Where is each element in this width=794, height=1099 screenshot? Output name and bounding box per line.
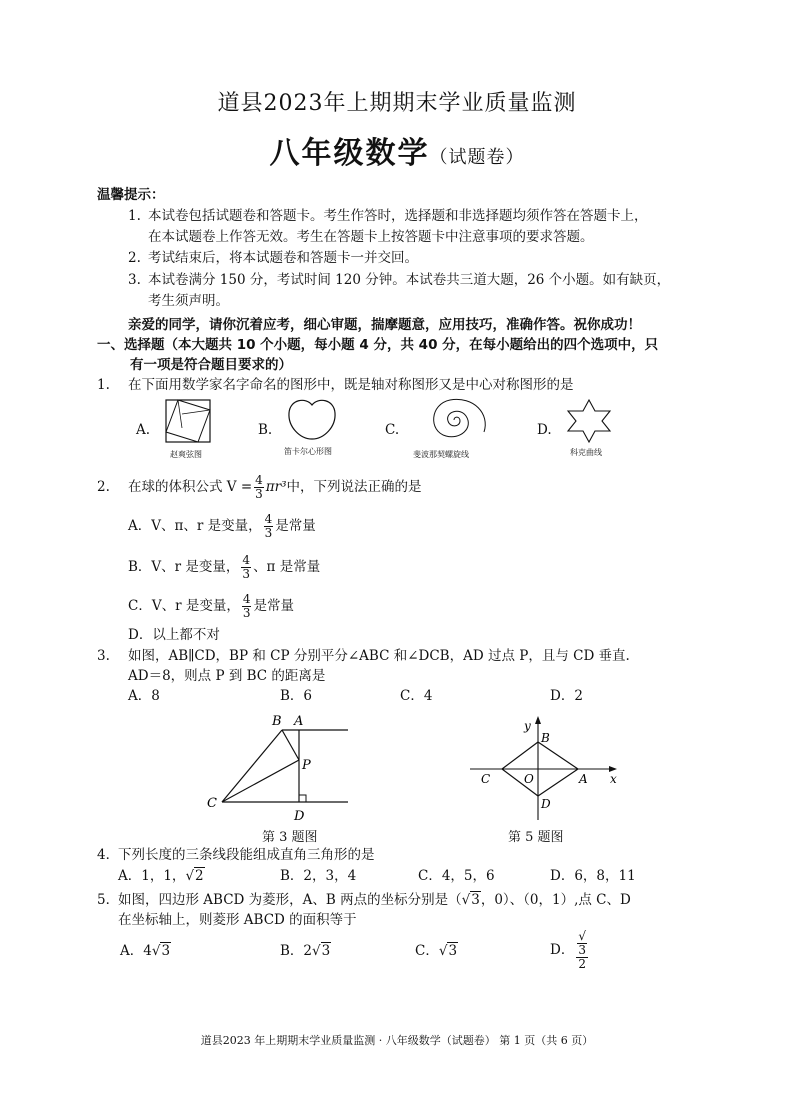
q2-number: 2. — [97, 479, 110, 495]
q2-option-a-num: 4 — [264, 512, 273, 526]
q4-number: 4． — [97, 847, 120, 863]
q1-option-a-label: A. — [136, 422, 151, 438]
q1-text: 在下面用数学家名字命名的图形中，既是轴对称图形又是中心对称图形的是 — [128, 377, 574, 393]
q5-option-b-label: B． — [280, 943, 304, 959]
q5-option-b-coef: 2 — [303, 943, 313, 959]
q2-option-b-frac — [241, 554, 251, 581]
section-heading-line2: 有一项是符合题目要求的） — [130, 357, 292, 373]
q5-line1: 如图，四边形 ABCD 为菱形，A、B 两点的坐标分别是（√3，0）、（0，1）,点 C、D — [118, 892, 631, 908]
q2-option-c-pre: V、r 是变量， — [151, 598, 240, 614]
fig5-label-a: A — [579, 772, 588, 786]
q1-option-b-caption: 笛卡尔心形图 — [284, 447, 332, 456]
q2-fraction — [254, 474, 264, 501]
figure-q5 — [462, 712, 622, 824]
page-title — [0, 128, 794, 172]
fig3-label-d: D — [294, 809, 305, 824]
q1-option-c-caption: 斐波那契螺旋线 — [413, 450, 469, 459]
q2-option-b-num: 4 — [242, 553, 251, 567]
fig5-label-o: O — [524, 772, 534, 786]
q2-option-b-post: 、π 是常量 — [253, 559, 321, 575]
fig3-label-a: A — [294, 714, 304, 729]
fig5-label-y: y — [524, 719, 531, 733]
q2-option-a-label: A． — [128, 518, 152, 534]
q5-option-b-sqrt: 3 — [321, 943, 331, 959]
q3-number: 3. — [97, 648, 110, 664]
q4-option-c: C．4，5，6 — [418, 868, 495, 884]
q2-option-b-pre: V、r 是变量， — [151, 559, 240, 575]
q1-option-c-label: C. — [385, 422, 400, 438]
q5-option-d-frac — [576, 930, 588, 971]
figure-q3 — [200, 710, 360, 832]
q2-option-a-post: 是常量 — [275, 518, 316, 534]
q5-option-d-num: √ 3 — [578, 929, 586, 957]
q4-option-b: B．2，3，4 — [280, 868, 357, 884]
q5-line2: 在坐标轴上，则菱形 ABCD 的面积等于 — [118, 912, 357, 928]
q4-option-a: A．1，1，√2 — [118, 868, 204, 884]
q2-option-d — [128, 625, 220, 645]
q2-text-a: 在球的体积公式 V = — [128, 479, 253, 495]
q5-option-a-coef: 4 — [143, 943, 152, 959]
q3-option-d: D．2 — [550, 688, 583, 704]
tips-heading: 温馨提示： — [97, 187, 165, 203]
fig3-label-p: P — [302, 758, 311, 773]
tip-1-num: 1. — [128, 208, 141, 224]
q1-option-a-caption: 赵爽弦图 — [170, 450, 202, 459]
q1-option-d-caption: 科克曲线 — [570, 448, 602, 457]
cardioid-figure — [284, 395, 340, 443]
fig5-label-x: x — [610, 772, 617, 786]
section-heading-line1: 一、选择题（本大题共 10 个小题，每小题 4 分，共 40 分，在每小题给出的四个选项中，只 — [97, 337, 659, 353]
q5-line1-a: 如图，四边形 ABCD 为菱形，A、B 两点的坐标分别是（ — [118, 892, 462, 908]
q3-option-b: B．6 — [280, 688, 313, 704]
q4-option-a-sqrt: 2 — [195, 868, 204, 884]
q3-line2: AD＝8，则点 P 到 BC 的距离是 — [128, 668, 326, 684]
q2-option-b — [128, 547, 320, 587]
q2-option-c-frac — [242, 593, 252, 620]
tip-1-line1: 本试卷包括试题卷和答题卡。考生作答时，选择题和非选择题均须作答在答题卡上， — [148, 208, 648, 224]
q2-frac-den: 3 — [255, 487, 263, 501]
zhao-shuang-figure — [164, 398, 214, 446]
q1-option-d-label: D. — [537, 422, 552, 438]
fig3-label-c: C — [207, 796, 217, 811]
q5-option-d-sqrt: 3 — [578, 943, 586, 957]
q5-option-a-sqrt: 3 — [161, 943, 171, 959]
fig5-label-c: C — [481, 772, 491, 786]
tip-3-line1: 本试卷满分 150 分，考试时间 120 分钟。本试卷共三道大题，26 个小题。如有缺页， — [148, 272, 671, 288]
q2-frac-num: 4 — [255, 473, 263, 487]
tip-1-line2: 在本试题卷上作答无效。考生在答题卡上按答题卡中注意事项的要求答题。 — [148, 229, 594, 245]
tip-3-line2: 考生须声明。 — [148, 293, 229, 309]
q5-number: 5． — [97, 892, 120, 908]
q4-option-a-pre: A．1，1， — [118, 868, 186, 884]
tip-2-num: 2. — [128, 250, 141, 266]
q5-option-c-sqrt: 3 — [448, 943, 458, 959]
q5-line1-b: ，0）、（0，1）,点 C、D — [480, 892, 631, 908]
fig5-label-b: B — [541, 731, 550, 745]
q5-option-a-label: A． — [120, 943, 144, 959]
fig3-caption: 第 3 题图 — [262, 830, 318, 845]
q2-option-d-label: D． — [128, 627, 153, 643]
title-main: 八年级数学 — [269, 136, 430, 171]
q5-option-c-label: C． — [415, 943, 439, 959]
q2-option-c-label: C． — [128, 598, 152, 614]
q5-option-d-den: 2 — [578, 957, 586, 971]
q5-option-b: B．2√3 — [280, 943, 331, 959]
q5-line1-sqrt: 3 — [471, 892, 480, 908]
q5-option-d — [550, 930, 590, 971]
q2-option-a-frac — [264, 513, 274, 540]
q4-text: 下列长度的三条线段能组成直角三角形的是 — [118, 847, 375, 863]
tip-2-line1: 考试结束后，将本试题卷和答题卡一并交回。 — [148, 250, 418, 266]
q5-option-c: C．√3 — [415, 943, 458, 959]
q3-option-a: A．8 — [128, 688, 160, 704]
fig5-label-d: D — [541, 797, 551, 811]
q3-option-c: C．4 — [400, 688, 433, 704]
q2-option-c-den: 3 — [242, 606, 251, 620]
q2-option-a-den: 3 — [264, 526, 273, 540]
title-sub: （试题卷） — [429, 147, 525, 168]
q3-line1: 如图，AB∥CD，BP 和 CP 分别平分∠ABC 和∠DCB，AD 过点 P，且与 CD 垂直. — [128, 648, 630, 664]
q2-stem — [128, 466, 422, 508]
q2-option-b-label: B． — [128, 559, 152, 575]
q2-option-a-pre: V、π、r 是变量， — [151, 518, 262, 534]
q2-option-b-den: 3 — [242, 567, 251, 581]
exam-header: 道县2023年上期期末学业质量监测 — [217, 91, 577, 116]
q2-option-c-num: 4 — [242, 592, 251, 606]
tip-3-num: 3. — [128, 272, 141, 288]
q2-text-b: 中，下列说法正确的是 — [286, 479, 422, 495]
q2-option-d-text: 以上都不对 — [152, 627, 220, 643]
encouragement: 亲爱的同学，请你沉着应考，细心审题，揣摩题意，应用技巧，准确作答。祝你成功！ — [128, 317, 641, 333]
fig3-label-b: B — [272, 714, 282, 729]
fig5-caption: 第 5 题图 — [508, 830, 564, 845]
q2-option-c-post: 是常量 — [253, 598, 294, 614]
q2-option-a — [128, 506, 316, 546]
q1-number: 1. — [97, 377, 110, 393]
page-footer: 道县2023 年上期期末学业质量监测 · 八年级数学（试题卷） 第 1 页（共 6 页） — [200, 1034, 594, 1047]
q1-option-b-label: B. — [258, 422, 273, 438]
q5-option-a: A．4√3 — [120, 943, 171, 959]
q4-option-d: D．6，8，11 — [550, 868, 636, 884]
q5-option-d-label: D． — [550, 942, 575, 958]
q2-formula-tail: πr³ — [265, 479, 287, 495]
fibonacci-spiral-figure — [408, 394, 492, 448]
q2-option-c — [128, 586, 294, 626]
koch-curve-figure — [564, 398, 614, 444]
